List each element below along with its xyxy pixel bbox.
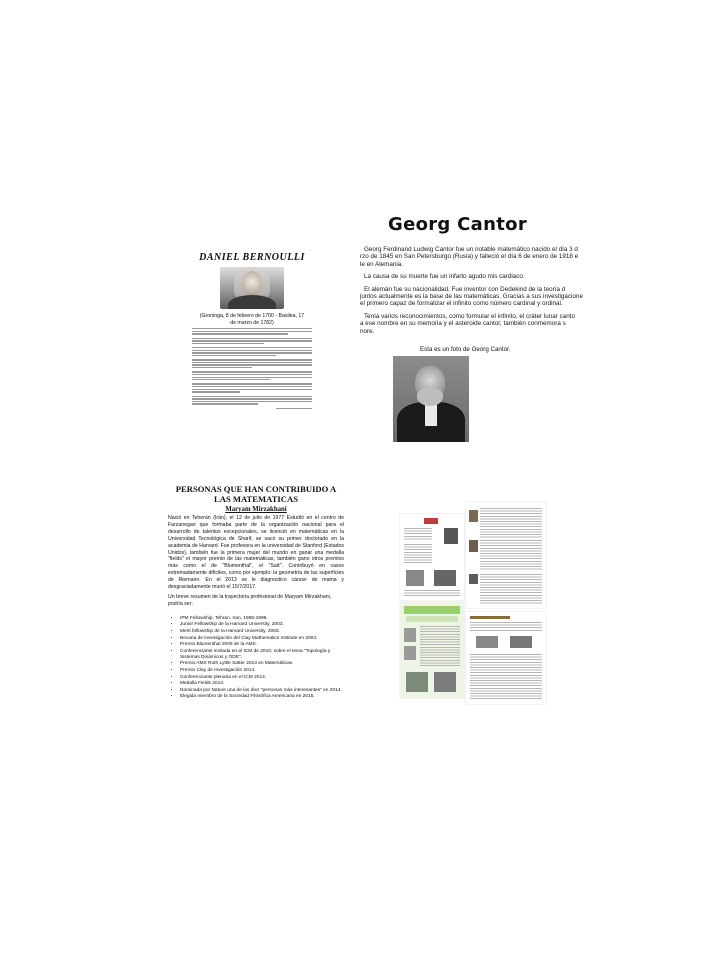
list-item: • Junior Fellowship de la Harvard University, 2003. — [180, 622, 346, 628]
collage-panel — [466, 612, 546, 704]
mirzakhani-subheading: Maryam Mirzakhani — [225, 506, 287, 513]
collage-panel — [400, 602, 464, 698]
bernoulli-caption-line2: de marzo de 1782) — [230, 319, 274, 326]
list-item: • Medalla Fields 2014. — [180, 681, 346, 687]
bernoulli-portrait — [220, 267, 284, 309]
cantor-paragraph: a ese nombre en su memoria y el asteroide cantor, también conmemora s — [360, 320, 566, 328]
cantor-photo — [393, 356, 469, 442]
cantor-paragraph: Georg Ferdinand Ludwig Cantor fue un notable matemático nacido el día 3 d — [364, 246, 578, 253]
contributors-heading-line1: PERSONAS QUE HAN CONTRIBUIDO A — [175, 484, 337, 494]
cantor-paragraph: juntos actualmente es la base de las matemáticas. Gracias a sus investigacione — [360, 293, 583, 301]
cantor-paragraph: le en Alemania. — [360, 260, 404, 268]
cantor-paragraph: La causa de su muerte fue un infarto agudo mis cardiaco. — [364, 273, 525, 281]
collage-thumbnail — [398, 500, 548, 740]
list-item: • Conferenciante plenaria en el ICM 2014. — [180, 675, 346, 681]
list-item: • IPM Fellowship, Tehran, Iran, 1995-1999. — [180, 616, 346, 622]
contributors-heading — [166, 484, 346, 504]
mirzakhani-summary: Un breve resumen de la trayectoria profesional de Maryam Mirzakhani, podría ser: — [168, 593, 332, 607]
bernoulli-caption — [186, 313, 318, 326]
bernoulli-title: DANIEL BERNOULLI — [199, 252, 305, 263]
collage-panel — [400, 514, 464, 600]
bernoulli-fine-print — [192, 328, 312, 409]
list-item: • Nominada por Nature una de las diez "personas más interesantes" en 2014. — [180, 688, 346, 694]
mirzakhani-intro: Nació en Teherán (Irán), el 12 de julio de 1977 Estudió en el centro de Farzanegan que formaba parte de la organización nacional para el desarrollo de talentos excepcionales, se licenció en matemáticas en la Universidad Tecnológica de Sharif, se sacó su primer doctorado en la academia de Harvard. Fue profesora en la universidad de Stanford (Estados Unidos), también fue la primera mujer del mundo en ganar una medalla "fields" el mayor premio de las matemáticas, también gano otros premios más como el de "Blumenthal", el "Satt". Contribuyó en casos extremadamente difíciles, como por ejemplo: la geometría de las superficies de Riemann. En el 2013 se le diagnostico cáncer de mama y desgraciadamente murió el 15/7/2017. — [168, 515, 344, 591]
mirzakhani-page — [166, 478, 346, 748]
list-item: • Premio Blumenthal 2009 de la AMS. — [180, 642, 346, 648]
list-item: • Premio AMS Ruth Lyttle Satter 2013 en Matemáticas. — [180, 661, 346, 667]
cantor-paragraph: nore. — [360, 327, 375, 335]
cantor-page — [340, 210, 595, 450]
cantor-paragraph: Tenía varios reconocimientos, como formular el infinito, el cráter lunar canto — [364, 312, 576, 320]
list-item: • Becaria de investigación del Clay Mathematics Institute en 2004. — [180, 636, 346, 642]
contributors-heading-line2: LAS MATEMATICAS — [214, 494, 298, 504]
cantor-paragraph: rzo de 1845 en San Petersburgo (Rusia) y falleció el día 6 de enero de 1918 e — [360, 253, 579, 261]
list-item: • Merit fellowship de la Harvard University, 2003. — [180, 629, 346, 635]
collage-panel — [466, 502, 546, 608]
list-item: • Elegida miembro de la Sociedad Filosófica Americana en 2015. — [180, 694, 346, 700]
list-item: • Conferenciante invitada en el ICM de 2010, sobre el tema "Topología y Sistemas Dinámicos y ODE". — [180, 649, 346, 661]
bernoulli-page — [186, 242, 318, 458]
cantor-title: Georg Cantor — [388, 214, 527, 235]
cantor-paragraph: el primero capaz de formalizar el infinito como número cardinal y ordinal. — [360, 300, 563, 308]
bernoulli-caption-line1: (Groninga, 8 de febrero de 1700 - Basilea, 17 — [199, 313, 305, 319]
cantor-body — [360, 246, 588, 340]
mirzakhani-awards-list — [166, 616, 346, 701]
cantor-photo-caption: Esta es un foto de Georg Cantor. — [420, 346, 511, 353]
cantor-paragraph: El alemán fue su nacionalidad. Fue inventor con Dedekind de la teoría d — [364, 285, 566, 293]
list-item: • Premio Clay de Investigación 2014. — [180, 668, 346, 674]
